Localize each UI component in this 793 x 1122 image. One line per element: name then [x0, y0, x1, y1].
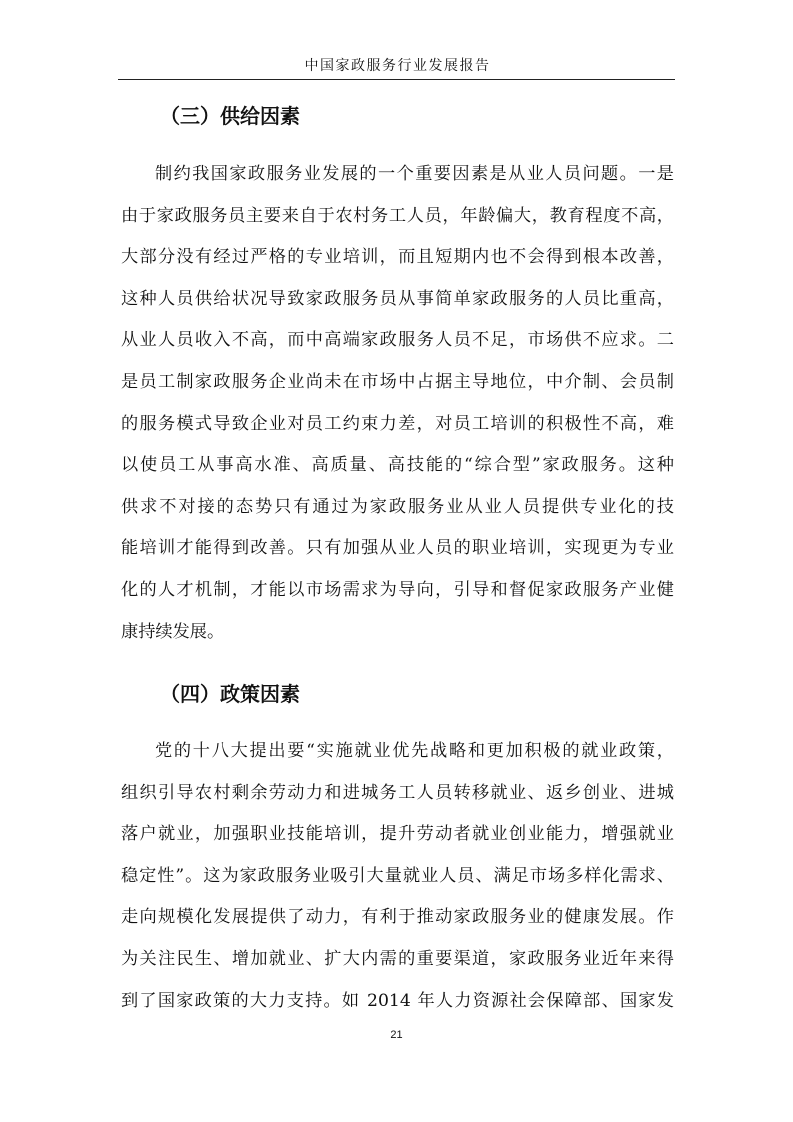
running-header: 中国家政服务行业发展报告: [304, 58, 491, 74]
text-line: 走向规模化发展提供了动力，有利于推动家政服务业的健康发展。作: [121, 907, 674, 928]
text-line: 大部分没有经过严格的专业培训，而且短期内也不会得到根本改善，: [121, 247, 674, 268]
text-line: 从业人员收入不高，而中高端家政服务人员不足，市场供不应求。二: [121, 330, 674, 351]
paragraph-supply-factors: [121, 154, 674, 653]
section-heading-supply: （三）供给因素: [160, 104, 300, 128]
text-line: 供求不对接的态势只有通过为家政服务业从业人员提供专业化的技: [121, 496, 674, 517]
text-line: 化的人才机制，才能以市场需求为导向，引导和督促家政服务产业健: [121, 579, 674, 600]
text-line: 能培训才能得到改善。只有加强从业人员的职业培训，实现更为专业: [121, 538, 674, 559]
text-line: 以使员工从事高水准、高质量、高技能的“综合型”家政服务。这种: [121, 455, 674, 476]
text-line: 党的十八大提出要“实施就业优先战略和更加积极的就业政策，: [155, 741, 674, 761]
header-rule: [118, 79, 675, 80]
text-line: 是员工制家政服务企业尚未在市场中占据主导地位，中介制、会员制: [121, 371, 674, 392]
text-line: 稳定性”。这为家政服务业吸引大量就业人员、满足市场多样化需求、: [121, 865, 674, 886]
text-line: 为关注民生、增加就业、扩大内需的重要渠道，家政服务业近年来得: [121, 948, 674, 969]
text-line: 由于家政服务员主要来自于农村务工人员，年龄偏大，教育程度不高，: [121, 205, 674, 226]
section-heading-policy: （四）政策因素: [160, 682, 300, 706]
text-line: 制约我国家政服务业发展的一个重要因素是从业人员问题。一是: [155, 164, 674, 184]
text-line: 这种人员供给状况导致家政服务员从事简单家政服务的人员比重高，: [121, 288, 674, 309]
page-number: 21: [390, 1029, 403, 1041]
text-line: 的服务模式导致企业对员工约束力差，对员工培训的积极性不高，难: [121, 413, 674, 434]
text-line: 康持续发展。: [121, 621, 225, 642]
text-line: 落户就业，加强职业技能培训，提升劳动者就业创业能力，增强就业: [121, 824, 674, 845]
text-line: 到了国家政策的大力支持。如 2014 年人力资源社会保障部、国家发: [121, 990, 674, 1011]
text-line: 组织引导农村剩余劳动力和进城务工人员转移就业、返乡创业、进城: [121, 782, 674, 803]
paragraph-policy-factors: [121, 731, 674, 1022]
